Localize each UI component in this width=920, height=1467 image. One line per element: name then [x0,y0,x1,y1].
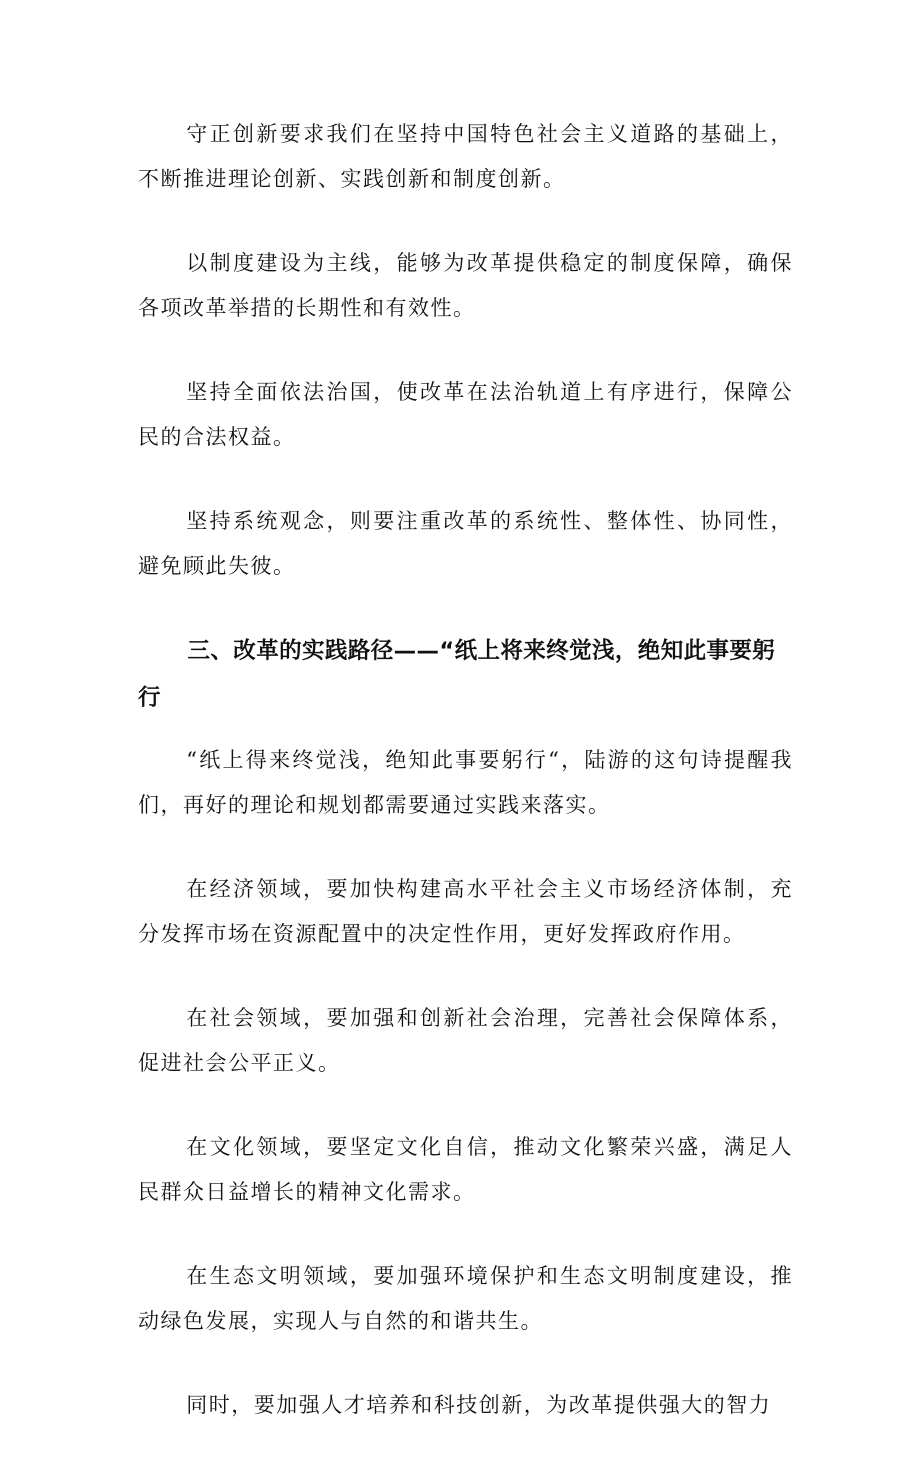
paragraph-economy: 在经济领域，要加快构建高水平社会主义市场经济体制，充分发挥市场在资源配置中的决定性作用，更好发挥政府作用。 [138,877,793,946]
paragraph-culture: 在文化领域，要坚定文化自信，推动文化繁荣兴盛，满足人民群众日益增长的精神文化需求。 [138,1135,793,1204]
paragraph-ecology: 在生态文明领域，要加强环境保护和生态文明制度建设，推动绿色发展，实现人与自然的和谐共生。 [138,1264,793,1333]
paragraph-rule-of-law: 坚持全面依法治国，使改革在法治轨道上有序进行，保障公民的合法权益。 [138,380,793,449]
paragraph-systems-view: 坚持系统观念，则要注重改革的系统性、整体性、协同性，避免顾此失彼。 [138,509,793,578]
paragraph-quote: “纸上得来终觉浅，绝知此事要躬行“，陆游的这句诗提醒我们，再好的理论和规划都需要通过实践来落实。 [138,748,793,817]
document-body [138,112,793,1467]
paragraph-society: 在社会领域，要加强和创新社会治理，完善社会保障体系，促进社会公平正义。 [138,1006,793,1075]
paragraph-institution: 以制度建设为主线，能够为改革提供稳定的制度保障，确保各项改革举措的长期性和有效性。 [138,251,793,320]
section-heading: 三、改革的实践路径——“纸上将来终觉浅，绝知此事要躬行 [138,638,776,711]
paragraph-talent: 同时，要加强人才培养和科技创新，为改革提供强大的智力 [186,1393,772,1417]
paragraph-innovation: 守正创新要求我们在坚持中国特色社会主义道路的基础上，不断推进理论创新、实践创新和制度创新。 [138,122,793,191]
